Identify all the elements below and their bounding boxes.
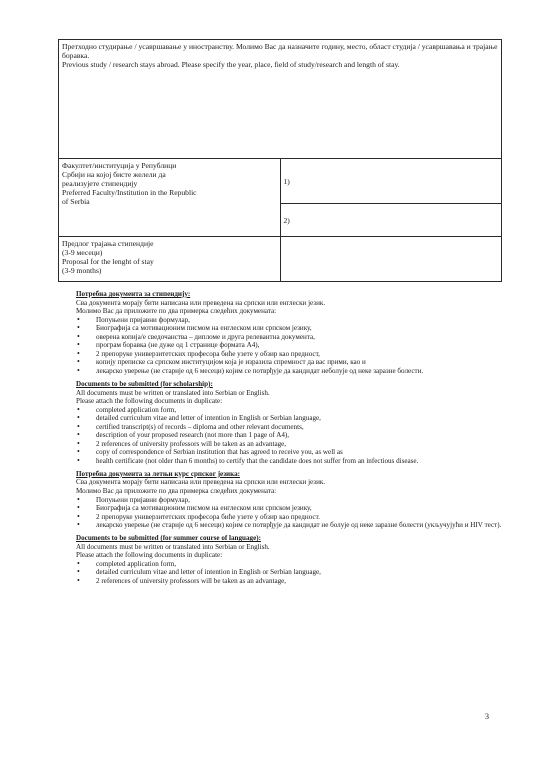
previous-study-row	[59, 40, 502, 159]
section-intro-line: Молимо Вас да приложите по два примерка следећих докумената:	[76, 487, 277, 496]
section-summer-course-en	[76, 534, 502, 585]
section-intro-line: Сва документа морају бити написана или преведена на српски или енглески језик.	[76, 298, 326, 307]
section-intro-line: All documents must be written or translated into Serbian or English.	[76, 542, 270, 551]
list-item: • лекарско уверење (не старије од 6 месеци) којим се потврђује да кандидат неболује од неке заразне болести.	[76, 367, 502, 376]
list-item: • копију преписке са српском институцијом која је изразила спремност да вас прими, као и	[76, 358, 502, 367]
faculty-row-1	[59, 159, 502, 204]
section-intro-line: All documents must be written or translated into Serbian or English.	[76, 388, 270, 397]
duration-label-line: (3-9 months)	[62, 266, 102, 275]
section-intro-line: Сва документа морају бити написана или преведена на српски или енглески језик.	[76, 478, 326, 487]
duration-row	[59, 237, 502, 282]
duration-label-line: Предлог трајања стипендије	[62, 239, 154, 248]
faculty-choice-2-field[interactable]	[280, 204, 502, 237]
duration-label-line: (3-9 месеци)	[62, 248, 103, 257]
section-heading: Потребна документа за стипендију:	[76, 290, 191, 298]
faculty-label-line: реализујете стипендију	[62, 179, 138, 188]
list-item: • Биографија са мотивационим писмом на енглеском или српском језику,	[76, 324, 502, 333]
faculty-label-line: Факултет/институција у Републици	[62, 161, 177, 170]
page-number: 3	[485, 712, 489, 721]
previous-study-cell[interactable]	[59, 40, 502, 159]
faculty-label-line: Preferred Faculty/Institution in the Republic	[62, 188, 197, 197]
list-item: • 2 references of university professors will be taken as an advantage,	[76, 577, 502, 586]
document-list	[76, 496, 502, 530]
list-item: • completed application form,	[76, 406, 502, 415]
list-item: • description of your proposed research (not more than 1 page of A4),	[76, 431, 502, 440]
faculty-label-line: of Serbia	[62, 197, 90, 206]
section-intro-line: Please attach the following documents in duplicate:	[76, 551, 223, 560]
section-heading: Потребна документа за летњи курс српског језика:	[76, 469, 241, 478]
section-heading: Documents to be submitted (for summer course of language):	[76, 534, 261, 543]
list-item: • Попуњени пријавни формулар,	[76, 496, 502, 505]
list-item: • 2 препоруке универзитетских професора биће узете у обзир као предност.	[76, 513, 502, 522]
list-item: • Попуњени пријавни формулар,	[76, 316, 502, 325]
section-scholarship-sr	[76, 290, 502, 375]
document-list	[76, 316, 502, 376]
list-item: • 2 references of university professors will be taken as an advantage,	[76, 440, 502, 449]
list-item: • copy of correspondence of Serbian institution that has agreed to receive you, as well as	[76, 448, 502, 457]
duration-label-line: Proposal for the lenght of stay	[62, 257, 154, 266]
section-summer-course-sr	[76, 470, 502, 530]
faculty-choice-1-label: 1)	[283, 176, 290, 186]
section-heading: Documents to be submitted (for scholarship):	[76, 379, 213, 388]
list-item: • completed application form,	[76, 560, 502, 569]
document-list	[76, 406, 502, 466]
duration-label-cell	[59, 237, 281, 282]
list-item: • оверена копија/е сведочанства – дипломе и друга релевантна документа,	[76, 333, 502, 342]
duration-field[interactable]	[280, 237, 502, 282]
section-intro-line: Please attach the following documents in duplicate:	[76, 397, 223, 406]
previous-study-label-sr: Претходно студирање / усавршавање у иностранству. Молимо Вас да назначите годину, место, област студија / усавршавања и трајање боравка.	[62, 42, 498, 60]
list-item: • лекарско уверење (не старије од 6 месеци) којим се потврђује да кандидат не болује од неке заразне болести (укључујући и HIV тест).	[76, 521, 502, 530]
list-item: • detailed curriculum vitae and letter of intention in English or Serbian language,	[76, 568, 502, 577]
faculty-choice-2-label: 2)	[283, 215, 290, 225]
previous-study-label-en: Previous study / research stays abroad. Please specify the year, place, field of study/research and length of stay.	[62, 60, 400, 69]
list-item: • certified transcript(s) of records – diploma and other relevant documents,	[76, 423, 502, 432]
section-intro-line: Молимо Вас да приложите по два примерка следећих докумената:	[76, 307, 277, 316]
list-item: • Биографија са мотивационим писмом на енглеском или српском језику,	[76, 504, 502, 513]
faculty-choice-1-field[interactable]	[280, 159, 502, 204]
application-form-table	[58, 39, 502, 282]
list-item: • detailed curriculum vitae and letter of intention in English or Serbian language,	[76, 414, 502, 423]
list-item: • 2 препоруке универзитетских професора биће узете у обзир као предност,	[76, 350, 502, 359]
faculty-label-cell	[59, 159, 281, 237]
list-item: • health certificate (not older than 6 months) to certify that the candidate does not suffer from an infectious disease.	[76, 457, 502, 466]
document-list	[76, 560, 502, 586]
section-scholarship-en	[76, 380, 502, 465]
documents-content	[76, 290, 502, 590]
list-item: • програм боравка (не дуже од 1 странице формата А4),	[76, 341, 502, 350]
faculty-label-line: Србији на којој бисте желели да	[62, 170, 166, 179]
